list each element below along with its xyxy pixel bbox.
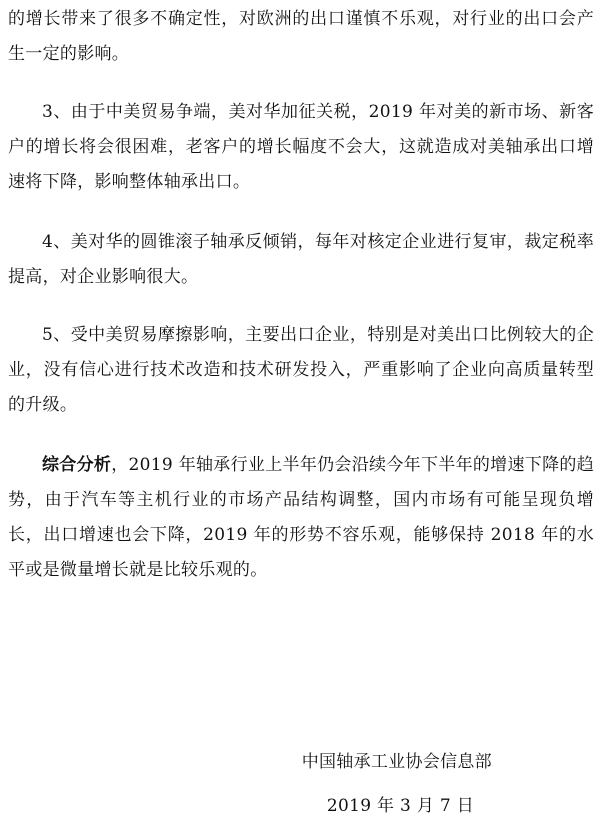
paragraph-item-4: 4、美对华的圆锥滚子轴承反倾销，每年对核定企业进行复审，裁定税率提高，对企业影响很大。 xyxy=(8,232,594,287)
paragraph-summary xyxy=(8,448,594,588)
paragraph-continuation: 的增长带来了很多不确定性，对欧洲的出口谨慎不乐观，对行业的出口会产生一定的影响。 xyxy=(8,9,594,64)
paragraph-item-5: 5、受中美贸易摩擦影响，主要出口企业，特别是对美出口比例较大的企业，没有信心进行技术改造和技术研发投入，严重影响了企业向高质量转型的升级。 xyxy=(8,325,594,415)
paragraph-item-3: 3、由于中美贸易争端，美对华加征关税，2019 年对美的新市场、新客户的增长将会很困难，老客户的增长幅度不会大，这就造成对美轴承出口增速将下降，影响整体轴承出口。 xyxy=(8,102,594,192)
summary-text: ，2019 年轴承行业上半年仍会沿续今年下半年的增速下降的趋势，由于汽车等主机行业的市场产品结构调整，国内市场有可能呈现负增长，出口增速也会下降，2019 年的形势不容乐观，能够保持 2018 年的水平或是微量增长就是比较乐观的。 xyxy=(8,455,594,580)
signature-date: 2019 年 3 月 7 日 xyxy=(326,796,474,816)
summary-label: 综合分析 xyxy=(42,455,112,475)
signature-organization: 中国轴承工业协会信息部 xyxy=(301,752,492,772)
